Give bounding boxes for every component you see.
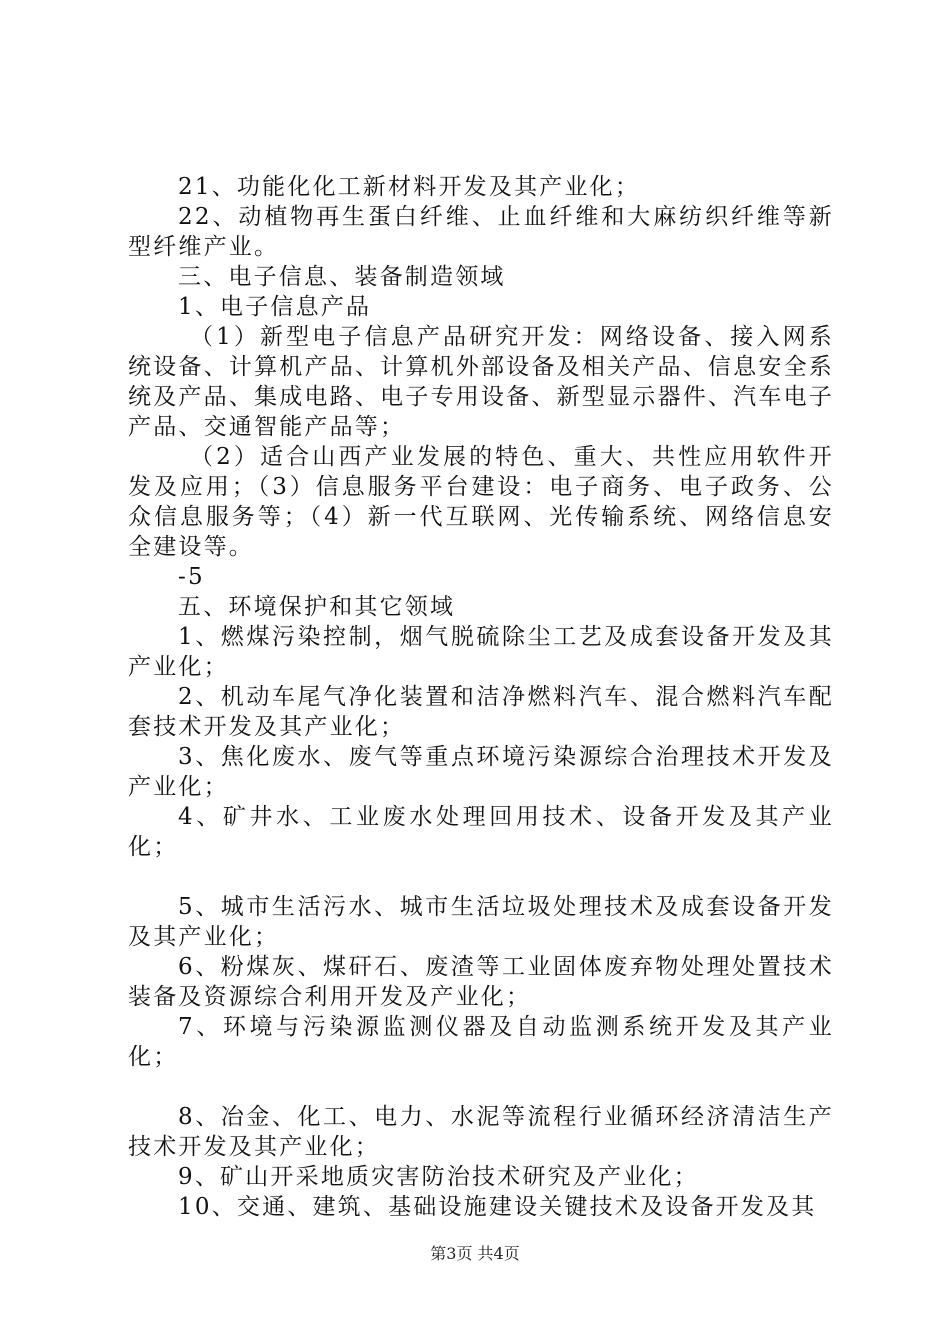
page-number-label: 第3页 共4页 xyxy=(430,1244,520,1263)
list-item-env-8: 8、冶金、化工、电力、水泥等流程行业循环经济清洁生产技术开发及其产业化； xyxy=(128,1104,834,1160)
list-item-env-7: 7、环境与污染源监测仪器及自动监测系统开发及其产业化； xyxy=(128,1014,834,1070)
subsection-heading-electronic-products: 1、电子信息产品 xyxy=(178,294,372,320)
list-item-env-3: 3、焦化废水、废气等重点环境污染源综合治理技术开发及产业化； xyxy=(128,744,834,800)
paragraph-item-21: 21、功能化化工新材料开发及其产业化； xyxy=(178,174,641,200)
list-item-env-6: 6、粉煤灰、煤矸石、废渣等工业固体废弃物处理处置技术装备及资源综合利用开发及产业化； xyxy=(128,954,834,1010)
list-item-env-1: 1、燃煤污染控制，烟气脱硫除尘工艺及成套设备开发及其产业化； xyxy=(128,624,834,680)
list-item-env-2: 2、机动车尾气净化装置和洁净燃料汽车、混合燃料汽车配套技术开发及其产业化； xyxy=(128,684,834,740)
list-item-env-10: 10、交通、建筑、基础设施建设关键技术及设备开发及其 xyxy=(178,1194,817,1220)
page-marker: -5 xyxy=(178,564,205,590)
paragraph-new-electronic-products: （1）新型电子信息产品研究开发：网络设备、接入网系统设备、计算机产品、计算机外部设备及相关产品、信息安全系统及产品、集成电路、电子专用设备、新型显示器件、汽车电子产品、交通智能产品等； xyxy=(128,324,834,440)
list-item-env-9: 9、矿山开采地质灾害防治技术研究及产业化； xyxy=(178,1164,699,1190)
page-footer xyxy=(0,1244,950,1264)
document-body xyxy=(128,172,834,1222)
paragraph-software-and-services: （2）适合山西产业发展的特色、重大、共性应用软件开发及应用；（3）信息服务平台建设：电子商务、电子政务、公众信息服务等；（4）新一代互联网、光传输系统、网络信息安全建设等。 xyxy=(128,444,834,560)
section-heading-environment: 五、环境保护和其它领域 xyxy=(178,594,456,620)
paragraph-item-22: 22、动植物再生蛋白纤维、止血纤维和大麻纺织纤维等新型纤维产业。 xyxy=(128,204,834,260)
list-item-env-4: 4、矿井水、工业废水处理回用技术、设备开发及其产业化； xyxy=(128,804,834,860)
section-heading-electronics: 三、电子信息、装备制造领域 xyxy=(178,264,506,290)
list-item-env-5: 5、城市生活污水、城市生活垃圾处理技术及成套设备开发及其产业化； xyxy=(128,894,834,950)
